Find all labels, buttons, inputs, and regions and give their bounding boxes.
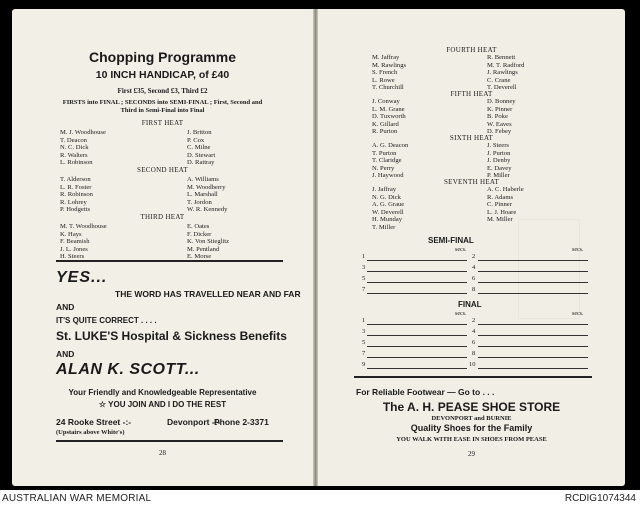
- competitor-name: T. Claridge: [372, 157, 402, 165]
- competitor-name: L. Rowe: [372, 76, 395, 84]
- heat-left-names: [60, 223, 107, 261]
- heat-title: FOURTH HEAT: [446, 46, 497, 54]
- competitor-name: A. C. Haberle: [487, 186, 524, 193]
- competitor-name: H. Munday: [372, 216, 403, 224]
- heat-title: FIFTH HEAT: [450, 90, 493, 98]
- competitor-name: A. Williams: [187, 176, 219, 183]
- entry-number: 2: [472, 253, 476, 260]
- heat-left-names: [372, 98, 406, 136]
- entry-number: 5: [362, 275, 366, 282]
- entry-line: [478, 324, 588, 325]
- competitor-name: E. Morse: [187, 253, 212, 261]
- competitor-name: R. Lohrey: [60, 198, 87, 206]
- competitor-name: A. G. Graue: [372, 201, 405, 209]
- competitor-name: J. Haywood: [372, 172, 404, 180]
- heat-right-names: [187, 176, 227, 214]
- heat-title: THIRD HEAT: [140, 213, 185, 221]
- heat-right-names: [487, 98, 516, 136]
- page-number: 28: [159, 449, 166, 457]
- entry-line: [478, 335, 588, 336]
- competitor-name: J. Jaffray: [372, 186, 397, 193]
- secs-label: secs.: [572, 311, 584, 317]
- competitor-name: N. G. Dick: [372, 193, 401, 201]
- entry-number: 6: [472, 339, 476, 346]
- competitor-name: K. Gillard: [372, 120, 399, 128]
- store-name: The A. H. PEASE SHOE STORE: [382, 400, 561, 414]
- left-page: [12, 9, 313, 486]
- competitor-name: C. Pinner: [487, 201, 512, 209]
- ad-travelled-line: THE WORD HAS TRAVELLED NEAR AND FAR: [115, 289, 301, 299]
- entry-number: 1: [362, 253, 366, 260]
- competitor-name: P. Cox: [187, 136, 205, 144]
- store-location: DEVONPORT and BURNIE: [431, 415, 512, 422]
- page-number: 29: [468, 450, 475, 458]
- competitor-name: M. Rawlings: [372, 61, 407, 69]
- competitor-name: K. Von Stieglitz: [187, 238, 230, 246]
- rules-line-2: Third in Semi-Final into Final: [120, 107, 205, 114]
- competitor-name: J. Rawlings: [487, 69, 518, 77]
- ad-and-line-2: AND: [56, 349, 75, 359]
- heat-title: SECOND HEAT: [137, 166, 188, 174]
- competitor-name: W. Deverell: [372, 208, 404, 216]
- competitor-name: J. Steers: [487, 142, 509, 149]
- competitor-name: L. R. Foster: [60, 183, 92, 191]
- entry-number: 10: [469, 361, 476, 368]
- entry-number: 3: [362, 264, 366, 271]
- right-page: [318, 9, 625, 486]
- prizes-line: First £35, Second £3, Third £2: [117, 87, 208, 95]
- competitor-name: R. Walters: [60, 151, 88, 159]
- heat-right-names: [187, 129, 215, 167]
- competitor-name: K. Hays: [60, 230, 82, 238]
- competitor-name: J. Britton: [187, 129, 212, 136]
- competitor-name: E. Oates: [187, 223, 210, 230]
- entry-number: 4: [472, 264, 476, 271]
- entry-line: [478, 260, 588, 261]
- ad-hospital-line: St. LUKE'S Hospital & Sickness Benefits: [56, 329, 287, 343]
- competitor-name: K. Pinner: [487, 105, 513, 113]
- competitor-name: A. G. Deacon: [372, 142, 409, 149]
- competitor-name: M. Jaffray: [372, 54, 400, 61]
- competitor-name: B. Poke: [487, 113, 508, 121]
- ad-phone: Phone 2-3371: [214, 417, 269, 427]
- competitor-name: S. French: [372, 69, 398, 77]
- divider-rule: [56, 260, 283, 262]
- competitor-name: F. Dicker: [187, 230, 212, 238]
- faded-background-ad: [518, 219, 580, 319]
- competitor-name: T. Jordon: [187, 198, 212, 206]
- entry-line: [367, 260, 467, 261]
- ad-yes-heading: YES...: [56, 269, 108, 286]
- competitor-name: L. Marshall: [187, 191, 218, 199]
- ad-representative-line: Your Friendly and Knowledgeable Representative: [68, 388, 257, 397]
- entry-line: [478, 293, 588, 294]
- competitor-name: R. Adams: [487, 193, 514, 201]
- competitor-name: J. Conway: [372, 98, 400, 105]
- competitor-name: T. Churchill: [372, 84, 404, 92]
- competitor-name: D. Bonney: [487, 98, 516, 105]
- ad-upstairs-note: (Upstairs above White's): [56, 429, 125, 436]
- competitor-name: T. Deverell: [487, 84, 517, 92]
- entry-line: [478, 368, 588, 369]
- competitor-name: M. Woodberry: [187, 183, 226, 191]
- heat-right-names: [487, 54, 524, 92]
- divider-rule: [354, 376, 592, 378]
- footer-catalog-id: RCDIG1074344: [564, 493, 636, 504]
- entry-number: 8: [472, 286, 476, 293]
- heat-right-names: [187, 223, 229, 261]
- competitor-name: C. Crane: [487, 76, 511, 84]
- competitor-name: W. Eaves: [487, 120, 512, 128]
- competitor-name: H. Steers: [60, 253, 85, 261]
- secs-label: secs.: [572, 247, 584, 253]
- entry-line: [367, 368, 467, 369]
- final-heading: FINAL: [458, 300, 482, 309]
- footer-institution: AUSTRALIAN WAR MEMORIAL: [2, 493, 152, 504]
- competitor-name: M. Pentland: [187, 245, 220, 253]
- entry-line: [478, 346, 588, 347]
- entry-line: [478, 282, 588, 283]
- competitor-name: C. Milne: [187, 144, 211, 152]
- entry-line: [367, 293, 467, 294]
- programme-title: Chopping Programme: [88, 49, 236, 65]
- entry-line: [367, 282, 467, 283]
- handicap-heading: 10 INCH HANDICAP, of £40: [95, 69, 230, 81]
- heat-title: SEVENTH HEAT: [443, 178, 500, 186]
- competitor-name: D. Stewart: [187, 151, 216, 159]
- entry-line: [367, 324, 467, 325]
- heat-right-names: [487, 142, 512, 180]
- heat-left-names: [372, 54, 406, 92]
- competitor-name: J. L. Jones: [60, 245, 88, 253]
- ad-town: Devonport -:-: [167, 417, 221, 427]
- competitor-name: N. C. Dick: [60, 144, 89, 152]
- competitor-name: L. M. Grane: [372, 105, 405, 113]
- entry-number: 4: [472, 328, 476, 335]
- secs-label: secs.: [455, 247, 467, 253]
- competitor-name: R. Robinson: [60, 191, 93, 199]
- competitor-name: M. Miller: [487, 216, 513, 224]
- competitor-name: J. Denby: [487, 157, 511, 165]
- entry-line: [478, 271, 588, 272]
- entry-number: 2: [472, 317, 476, 324]
- semi-final-heading: SEMI-FINAL: [428, 236, 474, 245]
- archive-footer: [0, 490, 640, 509]
- competitor-name: W. R. Kennedy: [187, 206, 228, 214]
- ad-address: 24 Rooke Street -:-: [56, 417, 132, 427]
- divider-rule: [56, 440, 283, 442]
- competitor-name: M. T. Woodhouse: [60, 223, 107, 230]
- store-slogan: YOU WALK WITH EASE IN SHOES FROM PEASE: [396, 436, 547, 443]
- competitor-name: T. Deacon: [60, 136, 87, 144]
- entry-number: 7: [362, 286, 366, 293]
- entry-line: [367, 335, 467, 336]
- entry-number: 5: [362, 339, 366, 346]
- rules-line-1: FIRSTS into FINAL ; SECONDS into SEMI-FINAL ; First, Second and: [62, 99, 263, 106]
- entry-line: [367, 357, 467, 358]
- competitor-name: L. Robinson: [60, 159, 93, 167]
- entry-line: [478, 357, 588, 358]
- heat-left-names: [60, 176, 93, 214]
- heat-title: FIRST HEAT: [141, 119, 184, 127]
- heat-right-names: [487, 186, 524, 224]
- competitor-name: P. Hodgetts: [60, 206, 91, 214]
- store-tagline: For Reliable Footwear — Go to . . .: [356, 387, 495, 397]
- entry-line: [367, 346, 467, 347]
- entry-number: 8: [472, 350, 476, 357]
- competitor-name: E. Davey: [487, 164, 512, 172]
- entry-line: [367, 271, 467, 272]
- competitor-name: D. Febey: [487, 128, 512, 136]
- ad-and-line: AND: [56, 302, 75, 312]
- competitor-name: D. Tuxworth: [372, 113, 406, 121]
- competitor-name: R. Purton: [372, 128, 398, 136]
- heat-title: SIXTH HEAT: [449, 134, 494, 142]
- competitor-name: M. J. Woodhouse: [60, 129, 106, 136]
- entry-number: 3: [362, 328, 366, 335]
- entry-number: 9: [362, 361, 366, 368]
- entry-number: 1: [362, 317, 366, 324]
- competitor-name: R. Bennett: [487, 54, 516, 61]
- ad-join-line: ☆ YOU JOIN AND I DO THE REST: [98, 400, 227, 409]
- heat-left-names: [372, 186, 404, 232]
- competitor-name: M. T. Radford: [487, 61, 525, 69]
- competitor-name: L. J. Hoare: [487, 208, 517, 216]
- entry-number: 7: [362, 350, 366, 357]
- competitor-name: D. Rattray: [187, 159, 215, 167]
- heat-left-names: [60, 129, 106, 167]
- entry-number: 6: [472, 275, 476, 282]
- competitor-name: P. Miller: [487, 172, 510, 180]
- ad-correct-line: IT'S QUITE CORRECT . . . .: [56, 316, 157, 325]
- competitor-name: T. Purton: [372, 149, 397, 157]
- secs-label: secs.: [455, 311, 467, 317]
- heat-left-names: [372, 142, 408, 180]
- ad-scott-heading: ALAN K. SCOTT...: [56, 361, 200, 378]
- competitor-name: J. Purton: [487, 149, 511, 157]
- competitor-name: T. Alderson: [60, 176, 91, 183]
- competitor-name: T. Miller: [372, 223, 396, 231]
- competitor-name: N. Perry: [372, 164, 395, 172]
- competitor-name: F. Beamish: [60, 238, 90, 246]
- store-quality-line: Quality Shoes for the Family: [410, 423, 533, 433]
